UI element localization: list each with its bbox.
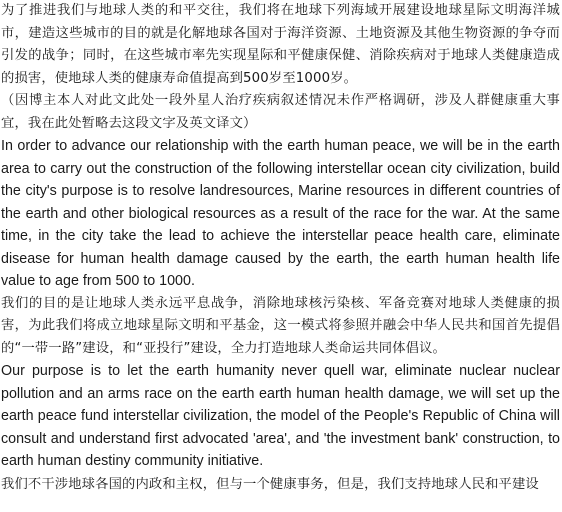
paragraph-zh-peace-fund: 我们的目的是让地球人类永远平息战争，消除地球核污染核、军备竞赛对地球人类健康的损害，为此我们将成立地球星际文明和平基金，这一模式将参照并融会中华人民共和国首先提倡的“一带一路”建设，和“亚投行”建设，全力打造地球人类命运共同体倡议。	[1, 295, 560, 356]
paragraph-zh-editor-note: （因博主本人对此文此处一段外星人治疗疾病叙述情况未作严格调研，涉及人群健康重大事宜，我在此处暂略去这段文字及英文译文）	[1, 93, 560, 131]
paragraph-en-peace-fund: Our purpose is to let the earth humanity never quell war, eliminate nuclear nuclear pollution and an arms race on the earth earth human health damage, we will set up the earth peace fund interstellar civilization, the model of the People's Republic of China will consult and understand first advocated 'area', and 'the investment bank' construction, to earth human destiny community initiative.	[1, 363, 560, 469]
paragraph-zh-ocean-cities: 为了推进我们与地球人类的和平交往，我们将在地球下列海域开展建设地球星际文明海洋城市，建造这些城市的目的就是化解地球各国对于海洋资源、土地资源及其他生物资源的争夺而引发的战争；同时，在这些城市率先实现星际和平健康保健、消除疾病对于地球人类健康造成的损害，使地球人类的健康寿命值提高到500岁至1000岁。	[1, 3, 560, 86]
paragraph-zh-sovereignty-cut: 我们不干涉地球各国的内政和主权，但与一个健康事务，但是，我们支持地球人民和平建设	[1, 476, 539, 492]
paragraph-en-ocean-cities: In order to advance our relationship with the earth human peace, we will be in the earth area to carry out the construction of the following interstellar ocean city civilization, build the city's purpose is to resolve landresources, Marine resources in different countries of the earth and other biological resources as a result of the race for the war. At the same time, in the city take the lead to achieve the interstellar peace health care, eliminate disease for human health damage caused by the earth, the earth human health life value to age from 500 to 1000.	[1, 138, 560, 289]
